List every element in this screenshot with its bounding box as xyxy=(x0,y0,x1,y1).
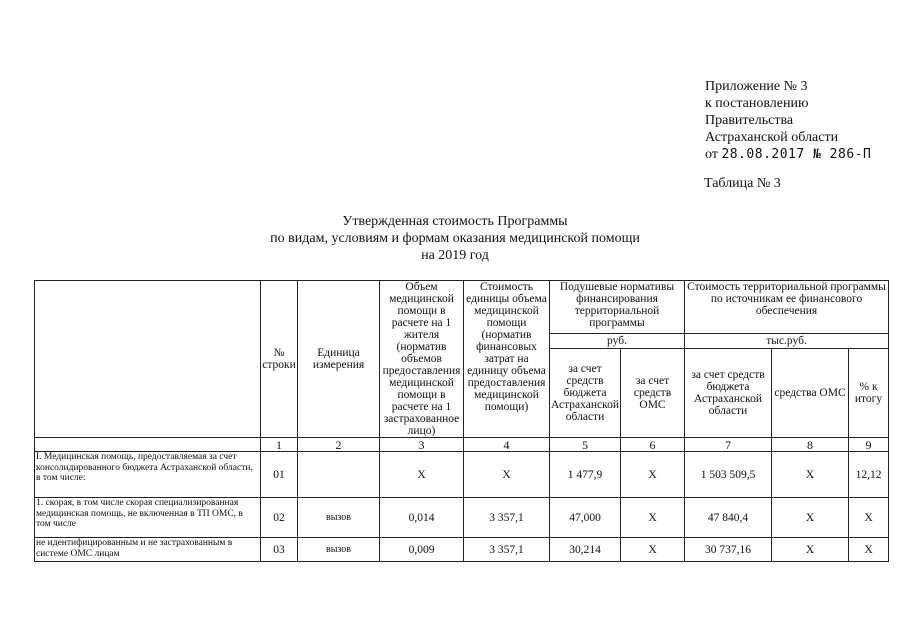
row-cost: 3 357,1 xyxy=(464,538,550,562)
header-cost-budget: за счет средств бюджета Астраханской области xyxy=(685,348,772,437)
column-number: 9 xyxy=(849,438,889,452)
row-name: не идентифицированным и не застрахованным в системе ОМС лицам xyxy=(35,538,261,562)
column-number: 1 xyxy=(261,438,298,452)
column-number: 2 xyxy=(298,438,380,452)
table-number: Таблица № 3 xyxy=(704,176,781,191)
row-pc-budget: 1 477,9 xyxy=(550,452,621,498)
title-line: Утвержденная стоимость Программы xyxy=(342,214,568,229)
appendix-line: к постановлению xyxy=(705,96,809,111)
title-line: по видам, условиям и формам оказания медицинской помощи xyxy=(270,231,640,246)
row-name-sub: в том числе: xyxy=(36,473,86,483)
row-volume: 0,014 xyxy=(380,498,464,538)
row-name: 1. скорая, в том числе скорая специализированная медицинская помощь, не включенная в ТП ОМС, в том числе xyxy=(35,498,261,538)
row-pc-budget: 30,214 xyxy=(550,538,621,562)
column-number: 3 xyxy=(380,438,464,452)
row-c-oms: X xyxy=(772,498,849,538)
column-number: 5 xyxy=(550,438,621,452)
header-cost-unit: тыс.руб. xyxy=(685,334,889,349)
row-unit xyxy=(298,452,380,498)
appendix-line: Приложение № 3 xyxy=(705,79,808,94)
row-c-budget: 47 840,4 xyxy=(685,498,772,538)
row-percent: X xyxy=(849,538,889,562)
row-pc-budget: 47,000 xyxy=(550,498,621,538)
column-number xyxy=(35,438,261,452)
header-per-capita-oms: за счет средств ОМС xyxy=(621,348,685,437)
row-pc-oms: X xyxy=(621,452,685,498)
table-row xyxy=(35,452,889,498)
appendix-line: Астраханской области xyxy=(705,130,839,145)
appendix-block xyxy=(705,78,871,163)
appendix-date-line xyxy=(705,146,871,163)
row-percent: X xyxy=(849,498,889,538)
row-name-text: I. Медицинская помощь, предоставляемая за счет консолидированного бюджета Астраханской области, xyxy=(36,452,253,473)
column-number: 6 xyxy=(621,438,685,452)
row-c-budget: 30 737,16 xyxy=(685,538,772,562)
cost-table xyxy=(34,280,889,562)
row-pc-oms: X xyxy=(621,538,685,562)
column-number: 4 xyxy=(464,438,550,452)
row-cost: 3 357,1 xyxy=(464,498,550,538)
row-volume: 0,009 xyxy=(380,538,464,562)
row-name xyxy=(35,452,261,498)
header-per-capita-budget: за счет средств бюджета Астраханской области xyxy=(550,348,621,437)
header-cost-oms: средства ОМС xyxy=(772,348,849,437)
row-c-budget: 1 503 509,5 xyxy=(685,452,772,498)
header-per-capita-unit: руб. xyxy=(550,334,685,349)
appendix-line: Правительства xyxy=(705,113,794,128)
row-number: 01 xyxy=(261,452,298,498)
header-volume: Объем медицинской помощи в расчете на 1 жителя (норматив объемов предоставления медицинской помощи в расчете на 1 застрахованное лицо) xyxy=(380,281,464,438)
document-title xyxy=(240,213,670,264)
header-per-capita-group: Подушевые нормативы финансирования территориальной программы xyxy=(550,281,685,334)
row-unit: вызов xyxy=(298,538,380,562)
table-row xyxy=(35,498,889,538)
row-number: 02 xyxy=(261,498,298,538)
header-cost-group: Стоимость территориальной программы по источникам ее финансового обеспечения xyxy=(685,281,889,334)
column-number: 7 xyxy=(685,438,772,452)
appendix-date-prefix: от xyxy=(705,147,722,162)
column-number: 8 xyxy=(772,438,849,452)
row-number: 03 xyxy=(261,538,298,562)
title-line: на 2019 год xyxy=(421,248,489,263)
header-cost-percent: % к итогу xyxy=(849,348,889,437)
row-c-oms: X xyxy=(772,538,849,562)
row-pc-oms: X xyxy=(621,498,685,538)
row-volume: X xyxy=(380,452,464,498)
row-c-oms: X xyxy=(772,452,849,498)
appendix-date: 28.08.2017 № 286-П xyxy=(721,147,872,162)
table-row xyxy=(35,538,889,562)
row-unit: вызов xyxy=(298,498,380,538)
row-cost: X xyxy=(464,452,550,498)
header-row-no: № строки xyxy=(261,281,298,438)
header-cost: Стоимость единицы объема медицинской помощи (норматив финансовых затрат на единицу объема предоставления медицинской помощи) xyxy=(464,281,550,438)
header-unit: Единица измерения xyxy=(298,281,380,438)
header-name-cell xyxy=(35,281,261,438)
row-percent: 12,12 xyxy=(849,452,889,498)
